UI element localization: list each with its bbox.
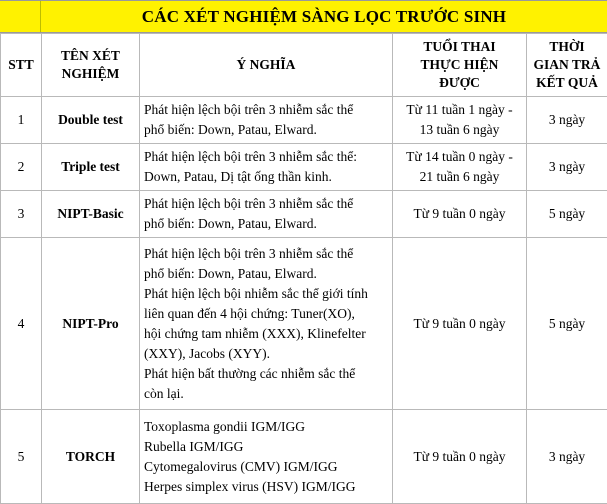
meaning-line: liên quan đến 4 hội chứng: Tuner(XO), (144, 304, 388, 324)
meaning-line: phổ biến: Down, Patau, Elward. (144, 120, 388, 140)
age-line: Từ 14 tuần 0 ngày - (397, 147, 522, 167)
table-row (1, 97, 607, 144)
row-stt: 2 (1, 144, 42, 191)
row-gestational-age (393, 410, 527, 504)
age-line: Từ 9 tuần 0 ngày (397, 314, 522, 334)
header-result-line: THỜI (531, 38, 603, 56)
meaning-line: (XXY), Jacobs (XYY). (144, 344, 388, 364)
row-result-time: 5 ngày (527, 238, 607, 410)
page-title: CÁC XÉT NGHIỆM SÀNG LỌC TRƯỚC SINH (41, 1, 607, 32)
row-gestational-age (393, 144, 527, 191)
age-line: 13 tuần 6 ngày (397, 120, 522, 140)
row-stt: 4 (1, 238, 42, 410)
row-test-name: TORCH (42, 410, 140, 504)
screening-tests-table (0, 33, 607, 504)
row-meaning (140, 191, 393, 238)
header-age-line: ĐƯỢC (397, 74, 522, 92)
meaning-line: Herpes simplex virus (HSV) IGM/IGG (144, 477, 388, 497)
row-test-name: Double test (42, 97, 140, 144)
row-gestational-age (393, 238, 527, 410)
table-row (1, 410, 607, 504)
title-bar (0, 0, 607, 33)
row-result-time: 3 ngày (527, 144, 607, 191)
header-meaning: Ý NGHĨA (140, 34, 393, 97)
row-stt: 5 (1, 410, 42, 504)
meaning-line: Cytomegalovirus (CMV) IGM/IGG (144, 457, 388, 477)
header-test-name-line: TÊN XÉT (46, 47, 135, 65)
age-line: Từ 9 tuần 0 ngày (397, 204, 522, 224)
header-stt: STT (1, 34, 42, 97)
row-test-name: NIPT-Pro (42, 238, 140, 410)
header-row (1, 34, 607, 97)
header-age-line: THỰC HIỆN (397, 56, 522, 74)
row-meaning (140, 238, 393, 410)
age-line: Từ 9 tuần 0 ngày (397, 447, 522, 467)
table-row (1, 144, 607, 191)
row-result-time: 3 ngày (527, 97, 607, 144)
meaning-line: Phát hiện lệch bội trên 3 nhiễm sắc thể (144, 194, 388, 214)
meaning-line: Down, Patau, Dị tật ống thần kinh. (144, 167, 388, 187)
meaning-line: Phát hiện lệch bội trên 3 nhiễm sắc thể (144, 244, 388, 264)
meaning-line: còn lại. (144, 384, 388, 404)
meaning-line: Toxoplasma gondii IGM/IGG (144, 417, 388, 437)
meaning-line: Phát hiện lệch bội nhiễm sắc thể giới tính (144, 284, 388, 304)
meaning-line: hội chứng tam nhiễm (XXX), Klinefelter (144, 324, 388, 344)
age-line: Từ 11 tuần 1 ngày - (397, 100, 522, 120)
meaning-line: phổ biến: Down, Patau, Elward. (144, 214, 388, 234)
meaning-line: Phát hiện lệch bội trên 3 nhiễm sắc thể (144, 100, 388, 120)
title-bar-empty-cell (0, 1, 41, 32)
header-result-line: KẾT QUẢ (531, 74, 603, 92)
row-stt: 1 (1, 97, 42, 144)
age-line: 21 tuần 6 ngày (397, 167, 522, 187)
header-result-time (527, 34, 607, 97)
row-meaning (140, 144, 393, 191)
header-test-name-line: NGHIỆM (46, 65, 135, 83)
row-gestational-age (393, 97, 527, 144)
meaning-line: Phát hiện lệch bội trên 3 nhiễm sắc thể: (144, 147, 388, 167)
row-result-time: 5 ngày (527, 191, 607, 238)
meaning-line: Rubella IGM/IGG (144, 437, 388, 457)
header-age-line: TUỔI THAI (397, 38, 522, 56)
meaning-line: phổ biến: Down, Patau, Elward. (144, 264, 388, 284)
row-meaning (140, 410, 393, 504)
row-test-name: NIPT-Basic (42, 191, 140, 238)
header-test-name (42, 34, 140, 97)
row-result-time: 3 ngày (527, 410, 607, 504)
table-row (1, 238, 607, 410)
row-test-name: Triple test (42, 144, 140, 191)
row-stt: 3 (1, 191, 42, 238)
row-meaning (140, 97, 393, 144)
header-result-line: GIAN TRẢ (531, 56, 603, 74)
header-gestational-age (393, 34, 527, 97)
table-row (1, 191, 607, 238)
row-gestational-age (393, 191, 527, 238)
meaning-line: Phát hiện bất thường các nhiễm sắc thể (144, 364, 388, 384)
